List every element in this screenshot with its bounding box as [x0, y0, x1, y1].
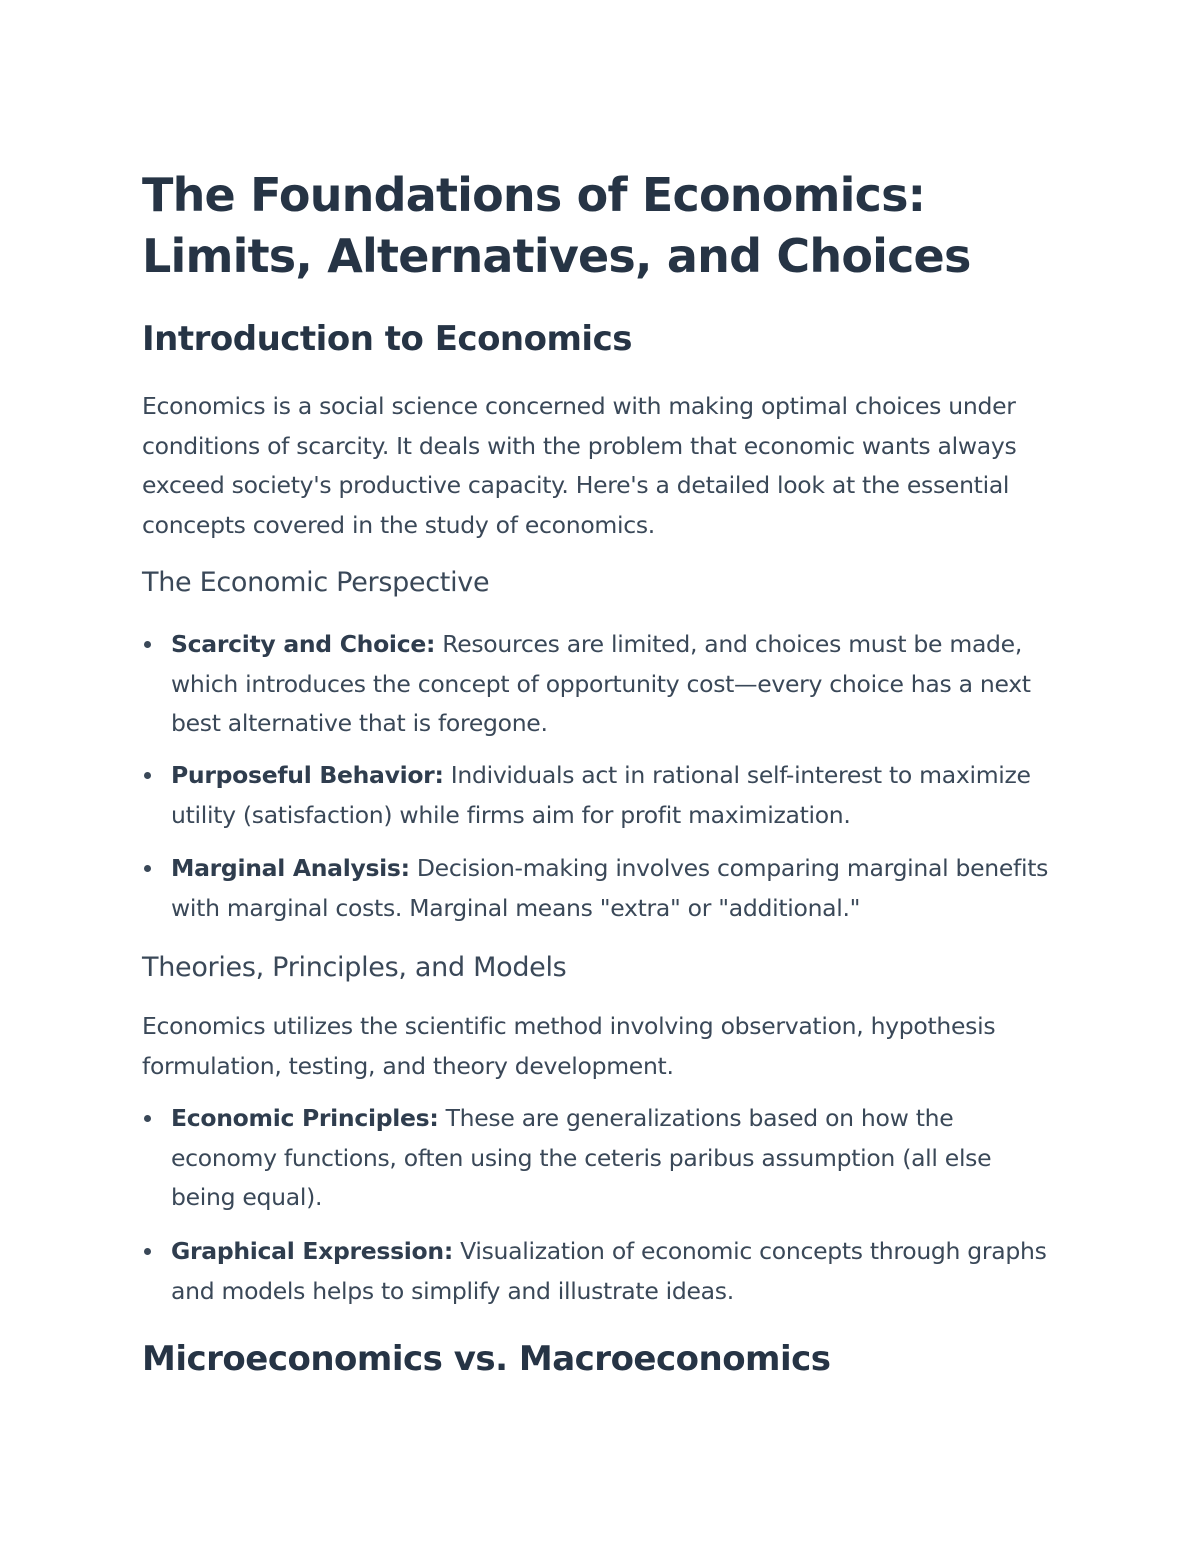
list-item — [142, 756, 1062, 835]
list-item-term: Purposeful Behavior: — [171, 761, 444, 789]
bullet-icon — [144, 641, 151, 648]
list-item — [142, 1232, 1062, 1311]
theories-paragraph: Economics utilizes the scientific method involving observation, hypothesis formulation, testing, and theory development. — [142, 1012, 996, 1080]
bullet-icon — [144, 1115, 151, 1122]
section-heading-micro-macro: Microeconomics vs. Macroeconomics — [142, 1339, 831, 1379]
subheading-economic-perspective: The Economic Perspective — [142, 567, 490, 598]
list-item-term: Economic Principles: — [171, 1104, 439, 1132]
list-item-text: Decision-making involves comparing marginal benefits with marginal costs. Marginal means "extra" or "additional." — [171, 854, 1049, 922]
list-item — [142, 849, 1062, 928]
section-heading-intro: Introduction to Economics — [142, 319, 632, 359]
list-item-text: These are generalizations based on how the economy functions, often using the ceteris paribus assumption (all else being equal). — [171, 1104, 992, 1212]
list-item-term: Scarcity and Choice: — [171, 630, 436, 658]
intro-paragraph: Economics is a social science concerned with making optimal choices under conditions of scarcity. It deals with the problem that economic wants always exceed society's productive capacity. Here's a detailed look at the essential concepts covered in the study of economics. — [142, 392, 1017, 539]
list-item-text: Visualization of economic concepts through graphs and models helps to simplify and illustrate ideas. — [171, 1237, 1047, 1305]
list-item-text: Resources are limited, and choices must be made, which introduces the concept of opportunity cost—every choice has a next best alternative that is foregone. — [171, 630, 1031, 738]
list-item-term: Marginal Analysis: — [171, 854, 410, 882]
subheading-theories: Theories, Principles, and Models — [142, 952, 567, 983]
bullet-icon — [144, 1248, 151, 1255]
list-item — [142, 1099, 1062, 1218]
list-item-text: Individuals act in rational self-interest to maximize utility (satisfaction) while firms aim for profit maximization. — [171, 761, 1031, 829]
bullet-icon — [144, 865, 151, 872]
document-title: The Foundations of Economics: Limits, Alternatives, and Choices — [142, 168, 971, 283]
bullet-icon — [144, 772, 151, 779]
list-item — [142, 625, 1062, 744]
list-item-term: Graphical Expression: — [171, 1237, 453, 1265]
